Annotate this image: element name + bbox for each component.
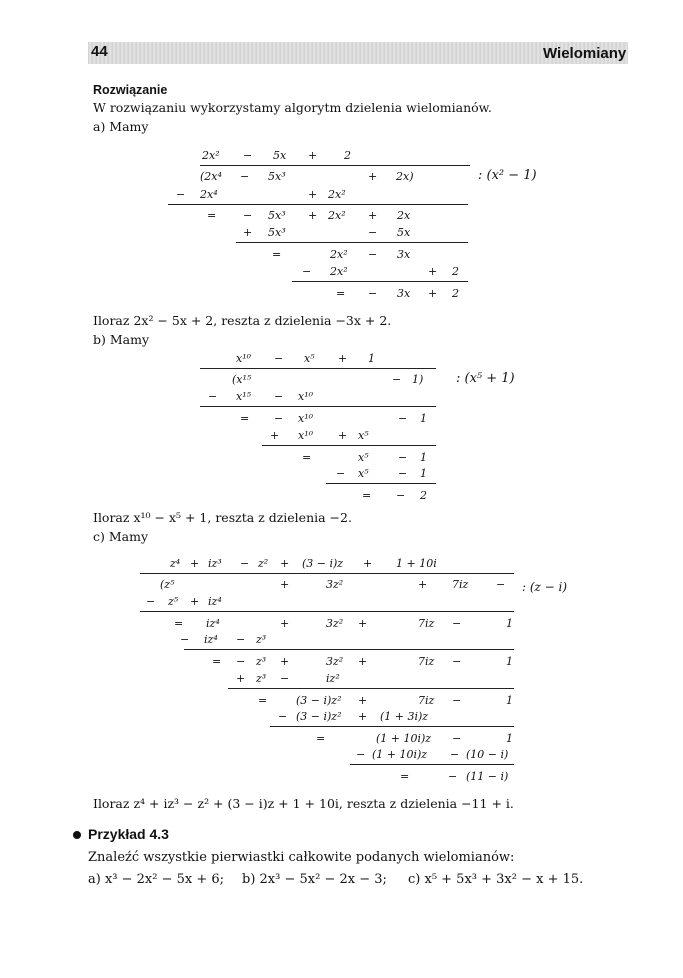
div-c-dividend: (z⁵ bbox=[160, 578, 175, 591]
div-b-dividend: (x¹⁵ bbox=[232, 373, 252, 386]
example-item-a: a) x³ − 2x² − 5x + 6; bbox=[88, 872, 225, 887]
example-title: Przykład 4.3 bbox=[88, 826, 169, 842]
div-a-quotient: 2x² bbox=[202, 149, 220, 162]
part-c-label: c) Mamy bbox=[93, 529, 149, 544]
part-a-label: a) Mamy bbox=[93, 119, 149, 134]
div-c-quotient: z⁴ bbox=[170, 557, 181, 570]
solution-heading: Rozwiązanie bbox=[93, 83, 168, 97]
div-b-quotient: x¹⁰ bbox=[236, 352, 252, 365]
part-c-result: Iloraz z⁴ + iz³ − z² + (3 − i)z + 1 + 10i, reszta z dzielenia −11 + i. bbox=[93, 796, 514, 811]
div-a-dividend: (2x⁴ bbox=[200, 170, 222, 183]
solution-intro: W rozwiązaniu wykorzystamy algorytm dzielenia wielomianów. bbox=[93, 100, 492, 115]
div-a-line-quotient bbox=[200, 165, 470, 166]
part-b-result: Iloraz x¹⁰ − x⁵ + 1, reszta z dzielenia −2. bbox=[93, 510, 352, 525]
example-item-c: c) x⁵ + 5x³ + 3x² − x + 15. bbox=[408, 872, 584, 887]
example-task: Znaleźć wszystkie pierwiastki całkowite podanych wielomianów: bbox=[88, 850, 515, 865]
div-a-divisor: : (x² − 1) bbox=[478, 168, 537, 183]
page-number: 44 bbox=[91, 43, 108, 60]
div-b-divisor: : (x⁵ + 1) bbox=[456, 371, 515, 386]
div-c-divisor: : (z − i) bbox=[522, 580, 568, 594]
bullet-icon bbox=[73, 831, 81, 839]
example-item-b: b) 2x³ − 5x² − 2x − 3; bbox=[242, 872, 387, 887]
part-b-label: b) Mamy bbox=[93, 332, 150, 347]
part-a-result: Iloraz 2x² − 5x + 2, reszta z dzielenia −3x + 2. bbox=[93, 313, 392, 328]
chapter-title: Wielomiany bbox=[543, 45, 627, 62]
